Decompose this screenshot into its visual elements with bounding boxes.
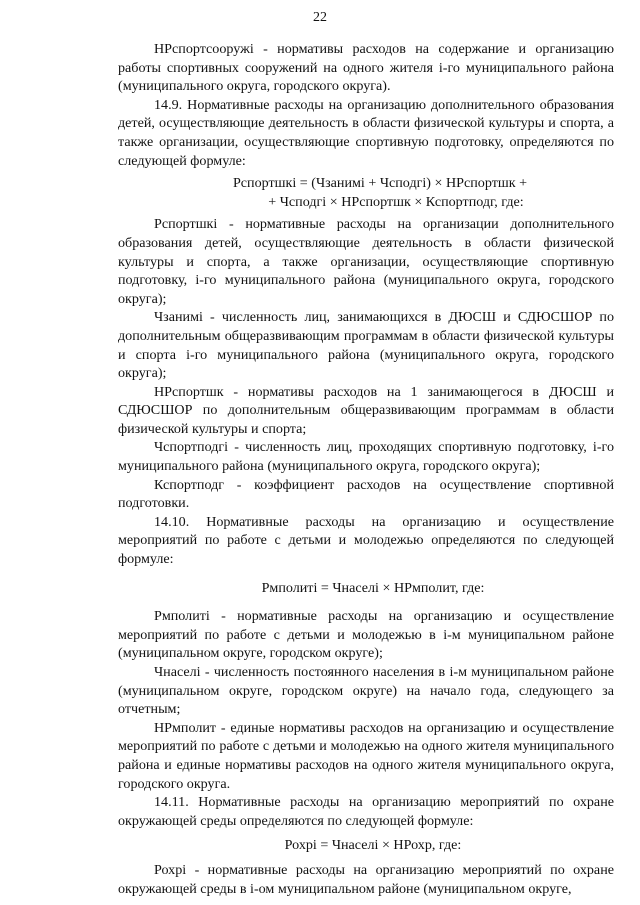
paragraph-population-definition: Чнаселі - численность постоянного населения в і-м муниципальном районе (муниципальном округе, городском округе) на начало года, следующего за отчетным; xyxy=(118,664,614,718)
paragraph-14-10: 14.10. Нормативные расходы на организацию и осуществление мероприятий по работе с детьми и молодежью определяются по следующей формуле: xyxy=(118,513,614,568)
paragraph-sports-training-count-definition: Чспортподгі - численность лиц, проходящих спортивную подготовку, і-го муниципального района (муниципального округа, городского округа); xyxy=(118,439,614,475)
paragraph-sports-facilities-definition: НРспортсооружі - нормативы расходов на содержание и организацию работы спортивных сооружений на одного жителя і-го муниципального района (муниципального округа, городского округа). xyxy=(118,41,614,95)
paragraph-sports-school-norm-definition: НРспортшк - нормативы расходов на 1 занимающегося в ДЮСШ и СДЮСШОР по дополнительным общеразвивающим программам в области физической культуры и спорта; xyxy=(118,383,614,437)
formula-environmental-protection: Рохрі = Чнаселі × НРохр, где: xyxy=(284,837,462,854)
formula-youth-policy: Рмполиті = Чнаселі × НРмполит, где: xyxy=(261,579,485,596)
paragraph-sports-training-coefficient-definition: Кспортподг - коэффициент расходов на осуществление спортивной подготовки. xyxy=(118,476,614,512)
paragraph-14-9: 14.9. Нормативные расходы на организацию дополнительного образования детей, осуществляющие деятельность в области физической культуры и спорта, а также организации, осуществляющие спортивную подготовку, определяются по следующей формуле: xyxy=(118,96,614,169)
paragraph-youth-policy-definition: Рмполиті - нормативные расходы на организацию и осуществление мероприятий по работе с детьми и молодежью в і-м муниципальном районе (муниципальном округе, городском округе); xyxy=(118,608,614,662)
formula-sports-schools-line-1: Рспортшкі = (Чзанимі + Чсподгі) × НРспортшк + xyxy=(232,175,528,192)
paragraph-environmental-definition: Рохрі - нормативные расходы на организацию мероприятий по охране окружающей среды в і-ом муниципальном районе (муниципальном округе, xyxy=(118,861,614,897)
page-number: 22 xyxy=(313,10,327,25)
document-body xyxy=(118,40,614,898)
formula-sports-schools-line-2: + Чсподгі × НРспортшк × Кспортподг, где: xyxy=(268,193,524,210)
paragraph-youth-policy-norm-definition: НРмполит - единые нормативы расходов на организацию и осуществление мероприятий по работе с детьми и молодежью на одного жителя муниципального района и единые нормативы расходов на одного жителя муниципального округа, городского округа. xyxy=(118,719,614,792)
paragraph-engaged-count-definition: Чзанимі - численность лиц, занимающихся в ДЮСШ и СДЮСШОР по дополнительным общеразвивающим программам в области физической культуры и спорта і-го муниципального района (муниципального округа, городского округа); xyxy=(118,309,614,382)
paragraph-sports-schools-definition: Рспортшкі - нормативные расходы на организации дополнительного образования детей, осуществляющие деятельность в области физической культуры и спорта, а также организации, осуществляющие спортивную подготовку, і-го муниципального района (муниципального округа, городского округа); xyxy=(118,216,614,307)
paragraph-14-11: 14.11. Нормативные расходы на организацию мероприятий по охране окружающей среды определяются по следующей формуле: xyxy=(118,794,614,829)
